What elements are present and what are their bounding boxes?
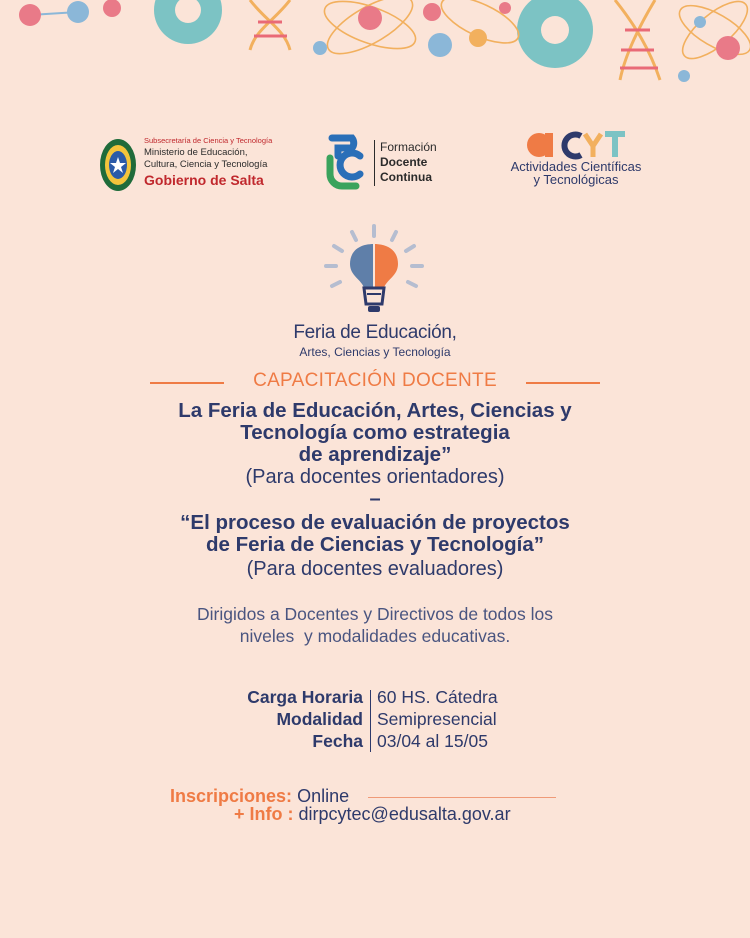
info-email[interactable]: dirpcytec@edusalta.gov.ar [298,804,511,824]
info-row [234,804,511,825]
fdc-line1: Formación [380,140,437,154]
dna-icon [615,0,660,80]
fecha-label: Fecha [312,731,363,751]
fdc-line2: Docente [380,155,428,169]
modalidad-value: Semipresencial [377,709,497,729]
carga-horaria-label: Carga Horaria [247,687,363,707]
course1-title [40,400,710,466]
subsecretaria-label: Subsecretaría de Ciencia y Tecnología [144,136,273,145]
course-separator: – [369,488,381,510]
capacitacion-label: CAPACITACIÓN DOCENTE [253,370,497,391]
acyt-mark-icon [521,128,631,160]
course2-audience: (Para docentes evaluadores) [246,558,504,580]
dna-icon [250,0,290,50]
modalidad-label: Modalidad [276,709,363,729]
gear-icon [517,0,593,68]
fecha-value: 03/04 al 15/05 [377,731,488,751]
details-divider [370,690,371,752]
acyt-line1: Actividades Científicas [510,159,642,174]
target-audience [40,603,710,647]
ministerio-label: Ministerio de Educación, [144,147,248,158]
inscripciones-value: Online [297,786,350,806]
info-label: + Info : [234,804,294,824]
details-values [377,686,617,752]
lightbulb-brain-icon [318,222,430,320]
feria-subtitle: Artes, Ciencias y Tecnología [299,345,451,359]
molecule-icon [19,0,121,26]
course1-line1: La Feria de Educación, Artes, Ciencias y [178,399,572,422]
course1-line2: Tecnología como estrategia [240,421,510,444]
feria-title: Feria de Educación, [293,322,457,343]
course1-audience: (Para docentes orientadores) [245,466,505,488]
carga-horaria-value: 60 HS. Cátedra [377,687,498,707]
gobierno-salta-label: Gobierno de Salta [144,172,264,188]
inscripciones-label: Inscripciones: [170,786,293,806]
course2-title [40,512,710,556]
gear-icon [154,0,222,44]
course2-line2: de Feria de Ciencias y Tecnología” [206,533,544,556]
fdc-divider [374,140,375,186]
course1-line3: de aprendizaje” [298,443,452,466]
inscripciones-rule [368,797,556,798]
details-labels [150,686,363,752]
fdc-mark-icon [322,134,370,192]
acyt-line2: y Tecnológicas [533,172,619,187]
target-line1: Dirigidos a Docentes y Directivos de todos los [197,604,553,624]
target-line2: niveles y modalidades educativas. [239,626,511,646]
decorative-science-banner [0,0,750,100]
coat-of-arms-icon [98,137,138,193]
atom-icon [672,0,750,68]
capacitacion-heading [150,370,600,394]
formacion-docente-logo [322,134,462,194]
course2-line1: “El proceso de evaluación de proyectos [180,511,570,534]
acyt-logo [496,128,656,198]
fdc-line3: Continua [380,170,432,184]
ministerio-label-2: Cultura, Ciencia y Tecnología [144,159,268,170]
gobierno-salta-logo [98,135,288,195]
